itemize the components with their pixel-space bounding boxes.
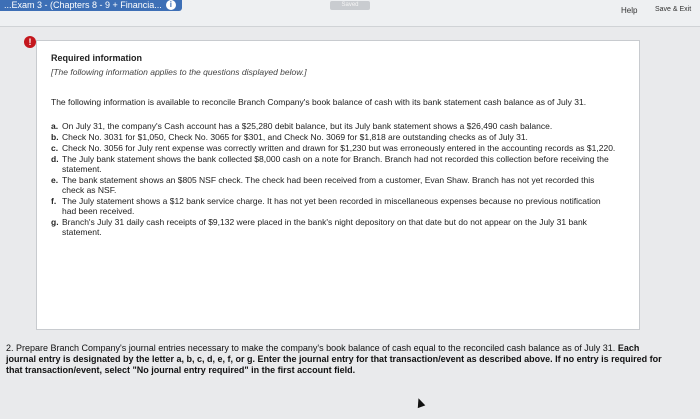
panel-title: Required information — [51, 53, 143, 63]
question-prompt — [6, 343, 666, 376]
question-instructions: Each journal entry is designated by the letter a, b, c, d, e, f, or g. Enter the journal entry for that transaction/event as described above. If no entry is required for that transaction/event, select "No journal entry required" in the first account field. — [6, 343, 662, 375]
list-item — [51, 217, 625, 237]
list-item — [51, 175, 625, 195]
list-item — [51, 121, 625, 131]
saved-status: Saved — [330, 1, 370, 10]
item-text: Branch's July 31 daily cash receipts of $9,132 were placed in the bank's night depository on that date but do not appear on the July 31 bank statement. — [62, 217, 587, 237]
help-button[interactable]: Help — [621, 6, 638, 15]
item-text: Check No. 3031 for $1,050, Check No. 3065 for $301, and Check No. 3069 for $1,818 are outstanding checks as of July 31. — [62, 132, 528, 142]
item-letter: e. — [51, 175, 59, 185]
item-letter: d. — [51, 154, 59, 164]
panel-intro: The following information is available to reconcile Branch Company's book balance of cash with its bank statement cash balance as of July 31. — [51, 97, 587, 107]
item-text: The bank statement shows an $805 NSF check. The check had been received from a customer, Evan Shaw. Branch has not yet recorded this check as NSF. — [62, 175, 595, 195]
item-letter: c. — [51, 143, 59, 153]
panel-subtitle: [The following information applies to the questions displayed below.] — [51, 67, 307, 77]
item-letter: f. — [51, 196, 57, 206]
item-text: The July statement shows a $12 bank service charge. It has not yet been recorded in miscellaneous expenses because no previous notification had been received. — [62, 196, 601, 216]
list-item — [51, 143, 625, 153]
question-text: 2. Prepare Branch Company's journal entries necessary to make the company's book balance of cash equal to the reconciled cash balance as of July 31. — [6, 343, 616, 353]
item-letter: b. — [51, 132, 59, 142]
breadcrumb[interactable] — [0, 0, 182, 11]
transaction-list — [51, 121, 625, 237]
list-item — [51, 154, 625, 174]
breadcrumb-text: ...Exam 3 - (Chapters 8 - 9 + Financia... — [4, 0, 162, 10]
item-text: Check No. 3056 for July rent expense was correctly written and drawn for $1,230 but was erroneously entered in the accounting records as $1,220. — [62, 143, 616, 153]
mouse-cursor-icon — [415, 397, 426, 408]
save-exit-button[interactable]: Save & Exit — [655, 6, 692, 13]
list-item — [51, 196, 625, 216]
required-information-panel — [36, 40, 640, 330]
alert-icon: ! — [24, 36, 36, 48]
item-text: The July bank statement shows the bank collected $8,000 cash on a note for Branch. Branch had not recorded this collection before receiving the statement. — [62, 154, 609, 174]
item-letter: g. — [51, 217, 59, 227]
item-text: On July 31, the company's Cash account has a $25,280 debit balance, but its July bank statement shows a $26,490 cash balance. — [62, 121, 553, 131]
info-icon[interactable]: i — [166, 0, 176, 10]
item-letter: a. — [51, 121, 59, 131]
list-item — [51, 132, 625, 142]
top-bar — [0, 0, 700, 27]
